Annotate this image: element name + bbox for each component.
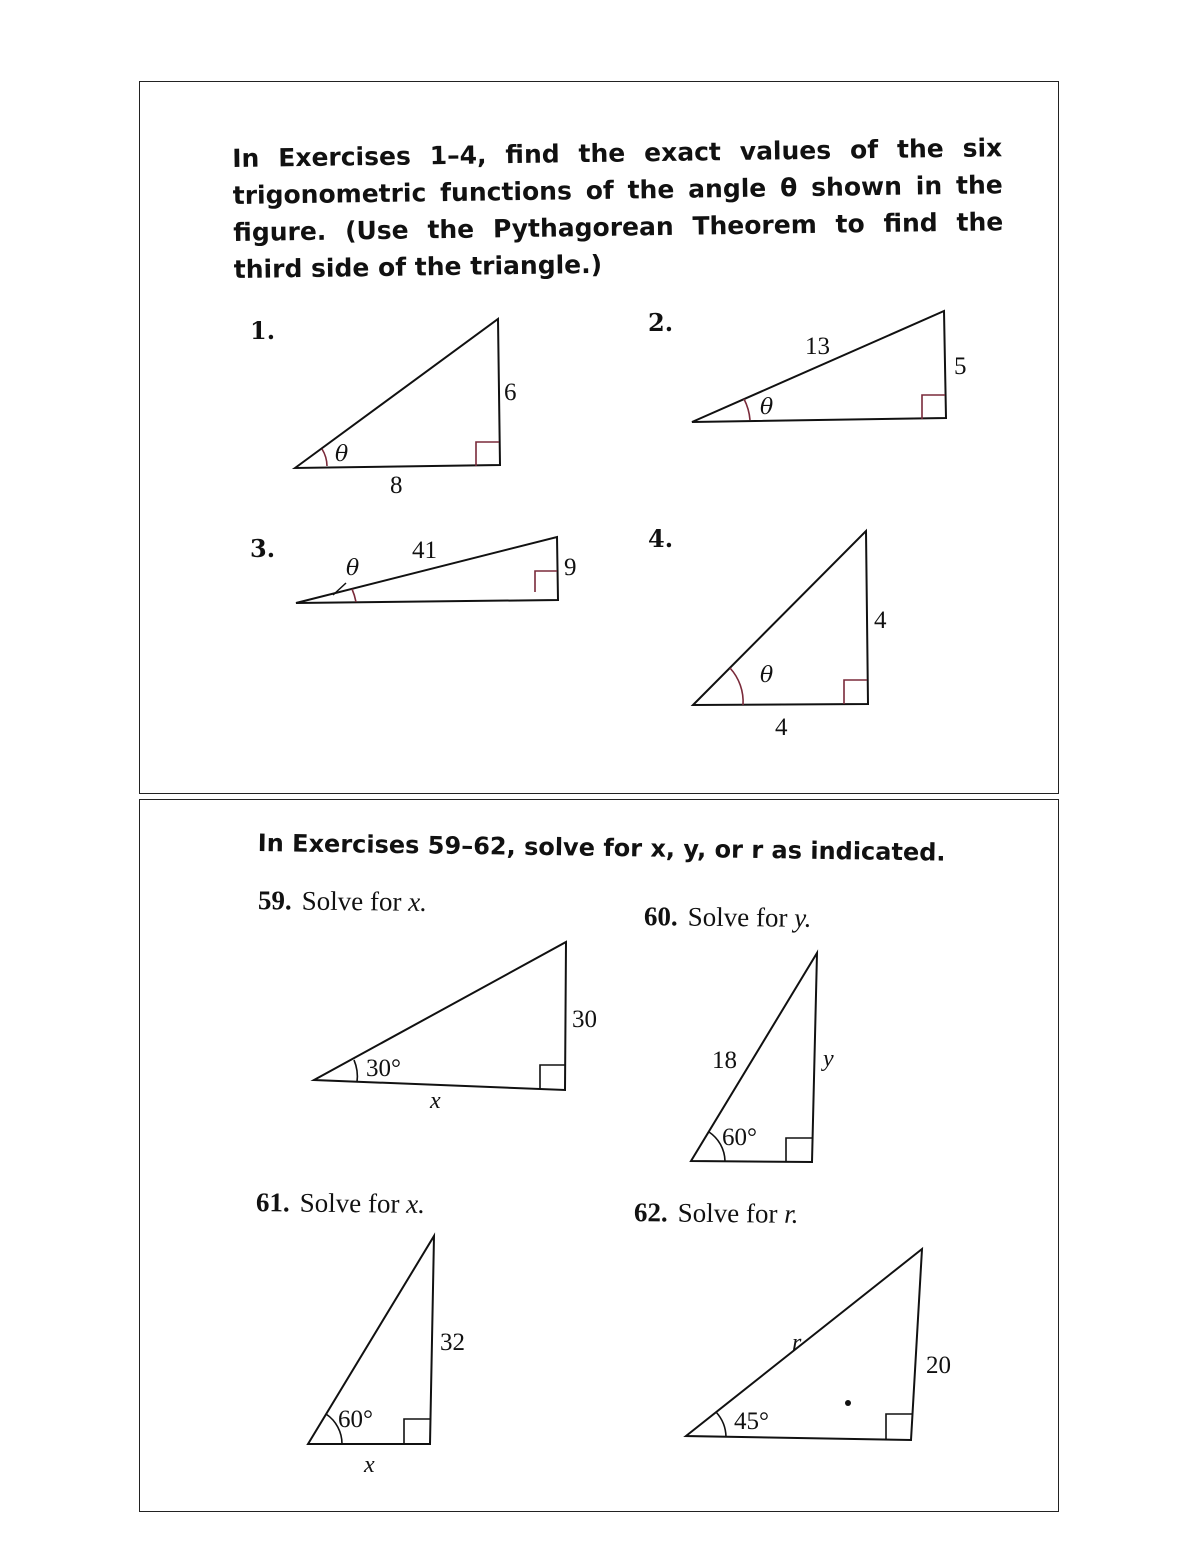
label-theta-ex1: θ [335,442,349,467]
exercise-61-prompt: 61. Solve for x. [255,1187,426,1219]
label-opposite-ex3: 9 [564,554,577,581]
triangle-exercise-1 [295,319,517,499]
exercise-60-prompt: 60. Solve for y. [643,901,812,933]
triangle-exercise-60 [691,953,834,1162]
triangle-figures-1-4 [140,82,1060,795]
triangle-exercise-2 [692,311,967,422]
triangle-exercise-3 [296,537,577,603]
exercise-number-3: 3. [250,534,276,563]
label-hypotenuse-ex2: 13 [805,333,830,360]
exercise-number-1: 1. [250,316,276,345]
label-opposite-ex2: 5 [954,353,967,380]
label-adjacent-ex61: x [364,1452,375,1478]
exercise-panel-trig-functions [139,81,1059,794]
label-angle-ex59: 30° [366,1055,401,1082]
label-hypotenuse-ex60: 18 [712,1047,737,1074]
label-opposite-ex59: 30 [572,1006,597,1033]
label-opposite-ex61: 32 [440,1329,465,1356]
triangle-exercise-62 [686,1249,951,1440]
label-opposite-ex62: 20 [926,1352,951,1379]
label-adjacent-ex59: x [430,1088,441,1114]
exercise-number-4: 4. [648,524,674,553]
label-opposite-ex60: y [823,1046,834,1072]
exercise-number-62: 62. [633,1197,668,1228]
label-adjacent-ex1: 8 [390,472,403,499]
label-angle-ex62: 45° [734,1408,769,1435]
exercise-number-59: 59. [257,885,292,916]
label-theta-ex3: θ [346,556,360,581]
label-adjacent-ex4: 4 [775,714,788,741]
exercise-number-60: 60. [643,901,678,932]
triangle-figures-59-62 [140,800,1060,1513]
label-theta-ex4: θ [760,663,774,688]
exercise-panel-solve-for [139,799,1059,1512]
label-angle-ex60: 60° [722,1124,757,1151]
label-hypotenuse-ex62: r [792,1330,802,1356]
exercise-number-2: 2. [648,308,674,337]
label-opposite-ex4: 4 [874,607,887,634]
label-theta-ex2: θ [760,395,774,420]
exercise-number-61: 61. [255,1187,290,1218]
exercise-62-prompt: 62. Solve for r. [633,1197,799,1229]
triangle-exercise-4 [693,531,887,741]
instructions-59-62: In Exercises 59–62, solve for x, y, or r as indicated. [257,828,946,867]
label-angle-ex61: 60° [338,1406,373,1433]
exercise-59-prompt: 59. Solve for x. [257,885,428,917]
triangle-exercise-61 [308,1236,465,1478]
instructions-1-4: In Exercises 1–4, find the exact values of the six trigonometric functions of the angle θ shown in the figure. (Use the Pythagorean Theorem to find the third side of the triangle.) [232,133,1004,284]
label-opposite-ex1: 6 [504,379,517,406]
label-hypotenuse-ex3: 41 [412,537,437,564]
triangle-exercise-59 [314,942,597,1114]
